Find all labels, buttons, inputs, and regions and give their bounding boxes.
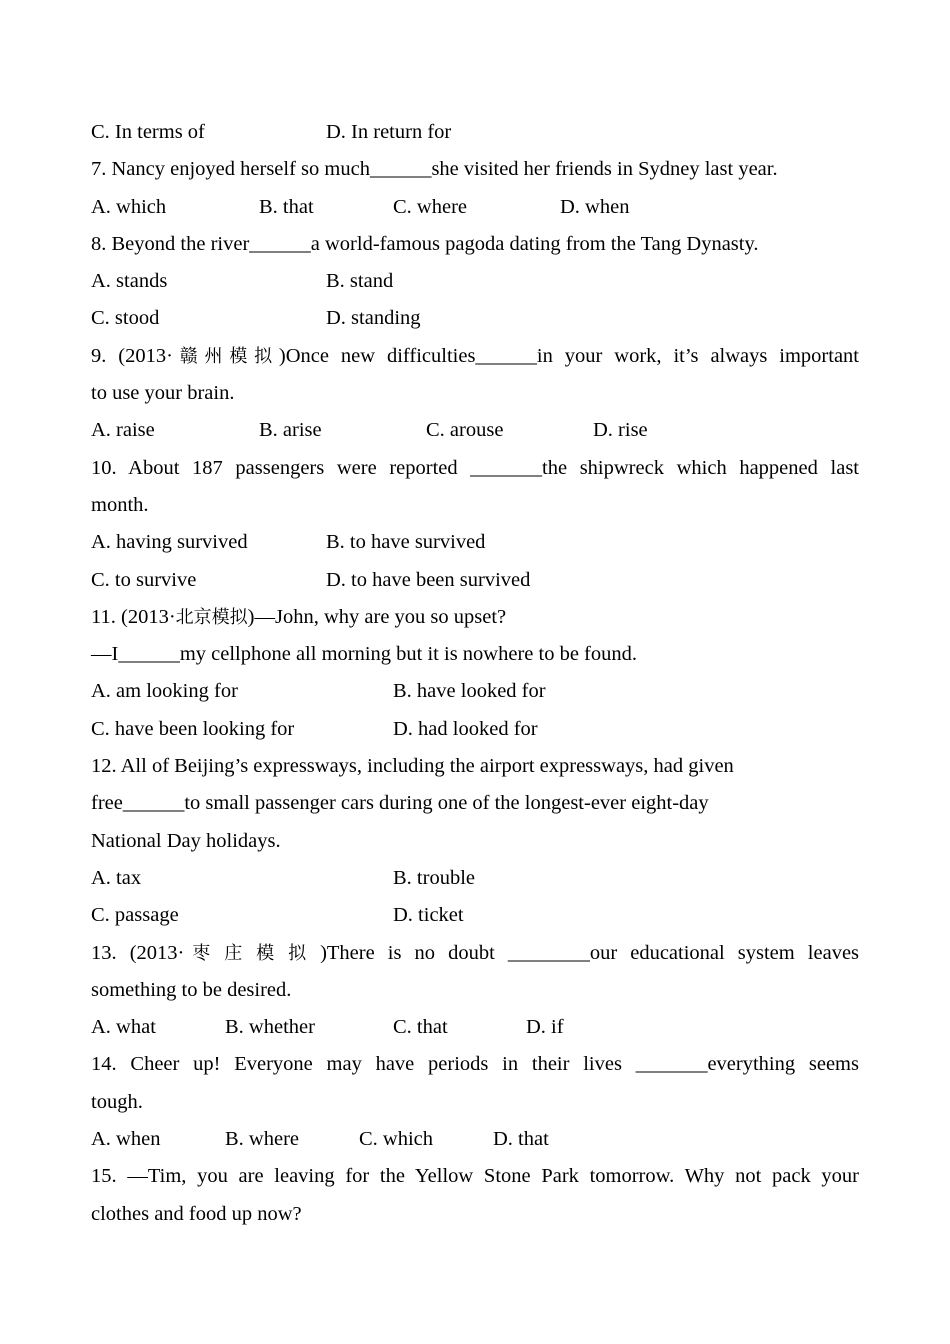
q13-stem bbox=[91, 935, 859, 972]
q9-source: 赣州模拟 bbox=[172, 345, 279, 367]
q10-options-row-1 bbox=[91, 524, 859, 561]
q12-stem: 12. All of Beijing’s expressways, including the airport expressways, had given bbox=[91, 755, 734, 778]
q15-stem: 15. —Tim, you are leaving for the Yellow Stone Park tomorrow. Why not pack your bbox=[91, 1165, 859, 1188]
q7-option-a: A. which bbox=[91, 195, 167, 218]
q13-option-a: A. what bbox=[91, 1016, 156, 1039]
q11-stem-line2: —I______my cellphone all morning but it is nowhere to be found. bbox=[91, 643, 638, 666]
q14-options-row bbox=[91, 1121, 859, 1158]
q10-option-d: D. to have been survived bbox=[326, 568, 531, 591]
q10-options-row-2 bbox=[91, 562, 859, 599]
q12-option-b: B. trouble bbox=[393, 866, 475, 889]
q12-option-a: A. tax bbox=[91, 866, 142, 889]
q14-stem: 14. Cheer up! Everyone may have periods in their lives _______everything seems bbox=[91, 1053, 859, 1076]
exercise-page bbox=[91, 114, 859, 1233]
q9-option-a: A. raise bbox=[91, 419, 155, 442]
q8-option-b: B. stand bbox=[326, 270, 394, 293]
q14-option-b: B. where bbox=[225, 1128, 300, 1151]
q13-option-b: B. whether bbox=[225, 1016, 315, 1039]
q12-option-c: C. passage bbox=[91, 904, 179, 927]
q10-option-c: C. to survive bbox=[91, 568, 197, 591]
q13-number: 13. (2013· bbox=[91, 941, 185, 964]
q13-source: 枣庄模拟 bbox=[184, 942, 321, 964]
q6-option-c: C. In terms of bbox=[91, 121, 205, 143]
q9-option-d: D. rise bbox=[593, 419, 648, 442]
q9-stem-text: )Once new difficulties______in your work, it’s always important bbox=[278, 344, 859, 367]
q11-stem-text: )—John, why are you so upset? bbox=[247, 605, 507, 628]
q14-stem-line2: tough. bbox=[91, 1090, 143, 1113]
q14-option-a: A. when bbox=[91, 1128, 161, 1151]
q7-option-d: D. when bbox=[560, 195, 630, 218]
q12-stem-line2: free______to small passenger cars during one of the longest-ever eight-day bbox=[91, 792, 709, 815]
q12-stem-line3: National Day holidays. bbox=[91, 829, 281, 852]
q7-option-c: C. where bbox=[393, 195, 468, 218]
q9-stem bbox=[91, 338, 859, 375]
q8-options-row-1 bbox=[91, 263, 859, 300]
q10-option-a: A. having survived bbox=[91, 531, 248, 554]
q8-options-row-2 bbox=[91, 300, 859, 337]
q11-number: 11. (2013· bbox=[91, 605, 176, 628]
q11-option-a: A. am looking for bbox=[91, 680, 238, 703]
q13-stem-text: )There is no doubt ________our educational system leaves bbox=[320, 941, 860, 964]
q10-option-b: B. to have survived bbox=[326, 531, 486, 554]
q12-options-row-2 bbox=[91, 897, 859, 934]
q9-number: 9. (2013· bbox=[91, 344, 173, 367]
q14-option-d: D. that bbox=[493, 1128, 549, 1151]
q9-option-c: C. arouse bbox=[426, 419, 504, 442]
q15-stem-line2: clothes and food up now? bbox=[91, 1202, 302, 1225]
q11-option-c: C. have been looking for bbox=[91, 717, 295, 740]
q12-option-d: D. ticket bbox=[393, 904, 464, 927]
q13-option-c: C. that bbox=[393, 1016, 448, 1039]
q11-option-b: B. have looked for bbox=[393, 680, 546, 703]
q11-option-d: D. had looked for bbox=[393, 717, 538, 740]
q14-option-c: C. which bbox=[359, 1128, 434, 1151]
q13-option-d: D. if bbox=[526, 1016, 564, 1039]
q7-stem: 7. Nancy enjoyed herself so much______she visited her friends in Sydney last year. bbox=[91, 158, 778, 181]
q11-stem bbox=[91, 599, 859, 636]
q12-options-row-1 bbox=[91, 860, 859, 897]
q9-option-b: B. arise bbox=[259, 419, 322, 442]
q8-stem: 8. Beyond the river______a world-famous pagoda dating from the Tang Dynasty. bbox=[91, 232, 759, 255]
q10-stem: 10. About 187 passengers were reported _______the shipwreck which happened last bbox=[91, 456, 859, 479]
q7-options-row bbox=[91, 189, 859, 226]
q8-option-c: C. stood bbox=[91, 307, 160, 330]
q9-stem-line2: to use your brain. bbox=[91, 382, 235, 405]
q8-option-d: D. standing bbox=[326, 307, 421, 330]
q8-option-a: A. stands bbox=[91, 270, 168, 293]
q13-stem-line2: something to be desired. bbox=[91, 978, 292, 1001]
q11-options-row-2 bbox=[91, 711, 859, 748]
q9-options-row bbox=[91, 412, 859, 449]
q13-options-row bbox=[91, 1009, 859, 1046]
q6-options-row bbox=[91, 114, 859, 151]
q10-stem-line2: month. bbox=[91, 493, 149, 516]
q6-option-d: D. In return for bbox=[326, 121, 452, 143]
q11-source: 北京模拟 bbox=[175, 606, 248, 628]
q11-options-row-1 bbox=[91, 673, 859, 710]
q7-option-b: B. that bbox=[259, 195, 314, 218]
